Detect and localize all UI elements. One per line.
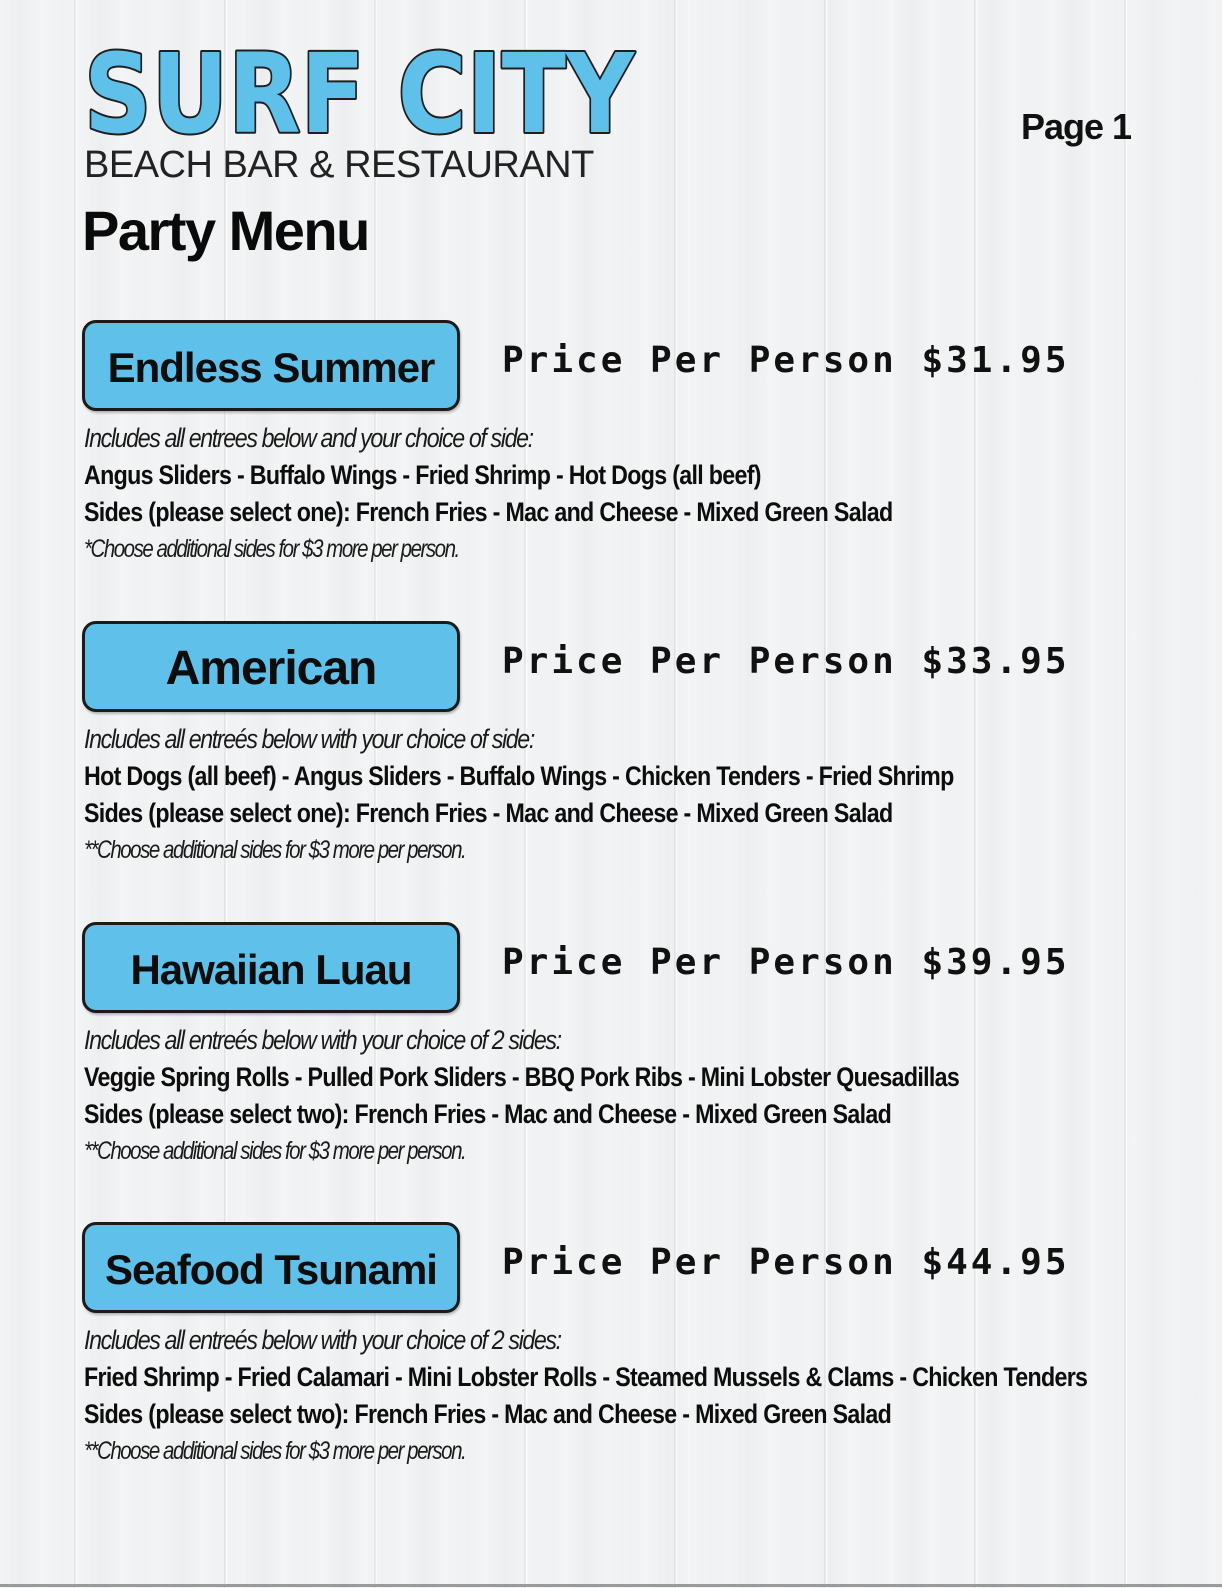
package-american — [82, 621, 1182, 881]
package-endless-summer — [82, 320, 1182, 580]
package-title-badge: Hawaiian Luau — [82, 922, 460, 1013]
package-intro: Includes all entreés below with your choice of 2 sides: — [84, 1325, 561, 1355]
package-note: **Choose additional sides for $3 more per person. — [84, 1137, 466, 1165]
package-note: **Choose additional sides for $3 more per person. — [84, 836, 466, 864]
package-note: *Choose additional sides for $3 more per person. — [84, 535, 459, 563]
package-hawaiian-luau — [82, 922, 1182, 1182]
restaurant-subtitle: BEACH BAR & RESTAURANT — [84, 144, 594, 186]
package-price: Price Per Person $44.95 — [502, 1242, 1070, 1283]
page-title: Party Menu — [82, 199, 369, 262]
package-note: **Choose additional sides for $3 more per person. — [84, 1437, 466, 1465]
bottom-divider — [0, 1584, 1222, 1587]
package-intro: Includes all entreés below with your choice of 2 sides: — [84, 1025, 561, 1055]
svg-text:SURF CITY: SURF CITY — [84, 42, 636, 142]
page-number: Page 1 — [1021, 106, 1132, 147]
package-sides: Sides (please select two): French Fries - Mac and Cheese - Mixed Green Salad — [84, 1399, 892, 1429]
package-seafood-tsunami — [82, 1222, 1182, 1482]
package-details — [84, 420, 1184, 568]
package-entrees: Angus Sliders - Buffalo Wings - Fried Shrimp - Hot Dogs (all beef) — [84, 460, 761, 490]
package-intro: Includes all entreés below with your choice of side: — [84, 724, 534, 754]
package-sides: Sides (please select two): French Fries - Mac and Cheese - Mixed Green Salad — [84, 1099, 892, 1129]
package-intro: Includes all entrees below and your choice of side: — [84, 423, 533, 453]
package-entrees: Hot Dogs (all beef) - Angus Sliders - Buffalo Wings - Chicken Tenders - Fried Shrimp — [84, 761, 954, 791]
package-sides: Sides (please select one): French Fries - Mac and Cheese - Mixed Green Salad — [84, 798, 893, 828]
package-price: Price Per Person $39.95 — [502, 942, 1070, 983]
package-details — [84, 1022, 1184, 1170]
package-entrees: Fried Shrimp - Fried Calamari - Mini Lobster Rolls - Steamed Mussels & Clams - Chicken Tenders — [84, 1362, 1088, 1392]
package-title-badge: American — [82, 621, 460, 712]
package-entrees: Veggie Spring Rolls - Pulled Pork Sliders - BBQ Pork Ribs - Mini Lobster Quesadillas — [84, 1062, 960, 1092]
package-sides: Sides (please select one): French Fries - Mac and Cheese - Mixed Green Salad — [84, 497, 893, 527]
surf-city-logo — [82, 42, 642, 142]
package-title-badge: Seafood Tsunami — [82, 1222, 460, 1313]
package-price: Price Per Person $31.95 — [502, 340, 1070, 381]
package-details — [84, 1322, 1184, 1470]
package-details — [84, 721, 1184, 869]
package-price: Price Per Person $33.95 — [502, 641, 1070, 682]
package-title-badge: Endless Summer — [82, 320, 460, 411]
